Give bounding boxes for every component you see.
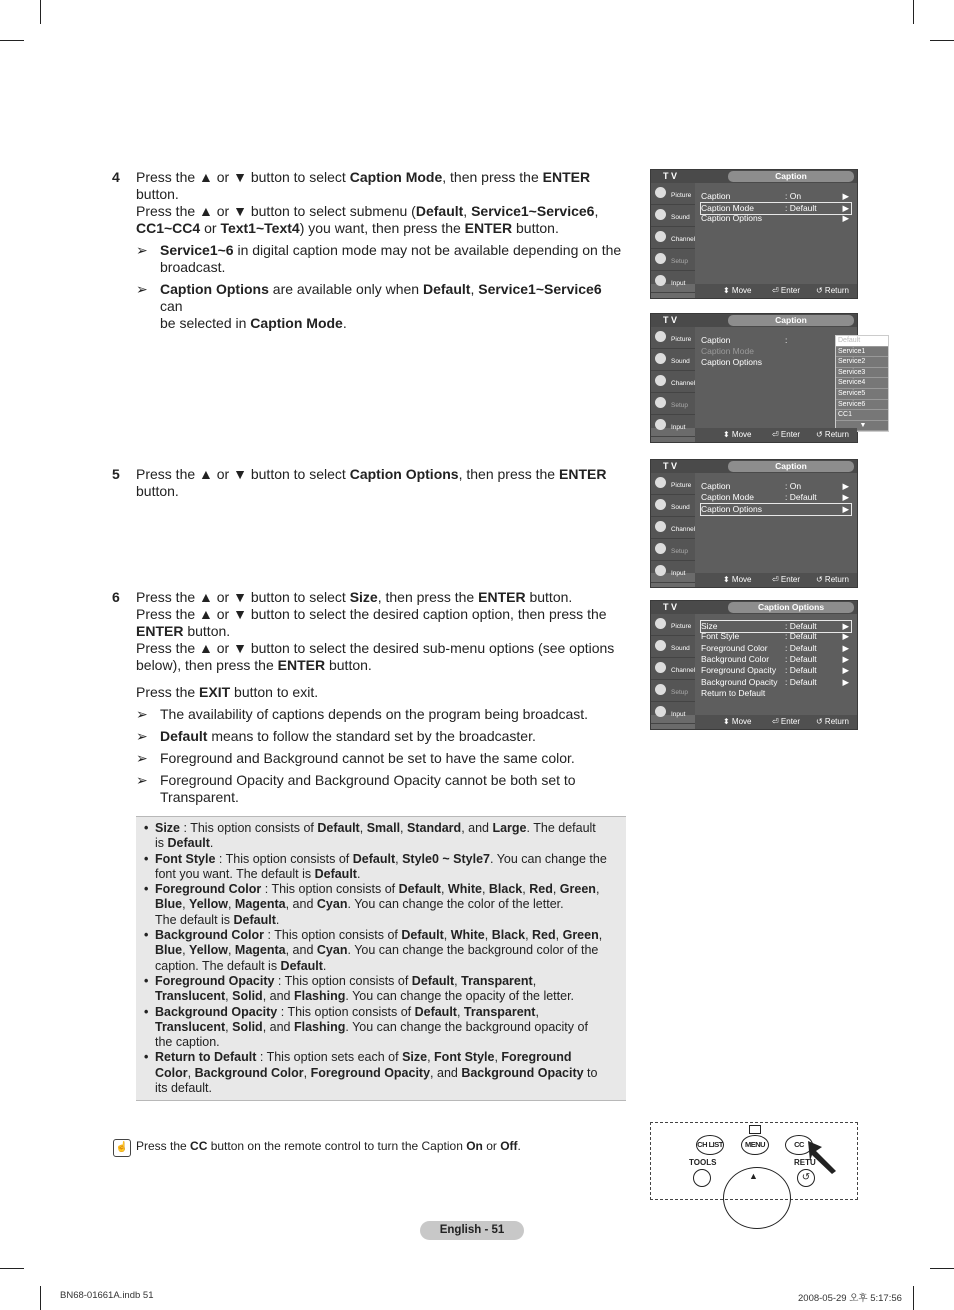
osd-sidebar-item-input[interactable] <box>651 415 695 437</box>
sound-icon <box>655 499 666 510</box>
note: ➢ Foreground Opacity and Background Opacity cannot be both set to Transparent. <box>136 772 576 805</box>
osd-return-hint: ↺ Return <box>816 430 849 439</box>
option-line: Font Style : This option consists of Default, Style0 ~ Style7. You can change the <box>155 851 607 866</box>
osd-row-arrow-icon: ▶ <box>842 653 849 664</box>
option-line: Background Opacity : This option consists of Default, Transparent, <box>155 1004 539 1019</box>
osd-menu-row[interactable] <box>701 492 851 503</box>
option-line: Blue, Yellow, Magenta, and Cyan. You can change the background color of the <box>155 943 599 958</box>
bullet-icon: • <box>144 821 149 835</box>
osd-row-value: : <box>785 335 788 345</box>
osd-tv-label: T V <box>663 461 678 471</box>
channel-icon <box>655 521 666 532</box>
osd-title-bar <box>651 170 857 183</box>
osd-row-value: : Default <box>785 653 817 664</box>
tools-label: TOOLS <box>689 1158 717 1167</box>
option-line: Color, Background Color, Foreground Opacity, and Background Opacity to <box>155 1065 598 1080</box>
osd-menu-title: Caption <box>728 461 854 472</box>
osd-sidebar-item-sound[interactable] <box>651 636 695 658</box>
osd-move-hint: ⬍ Move <box>723 286 752 295</box>
option-line: font you want. The default is Default. <box>155 866 361 881</box>
page-number-badge: English - 51 <box>420 1221 524 1240</box>
hand-note-icon: ☝ <box>113 1139 131 1157</box>
note-arrow-icon: ➢ <box>136 772 148 788</box>
osd-sidebar-label: Setup <box>671 258 688 265</box>
osd-row-label: Size <box>701 621 718 631</box>
osd-menu-area <box>695 614 857 715</box>
option-line: Size : This option consists of Default, Small, Standard, and Large. The default <box>155 821 596 835</box>
input-icon <box>655 706 666 717</box>
osd-menu-row[interactable] <box>701 191 851 202</box>
osd-menu-row[interactable] <box>701 643 851 654</box>
osd-sidebar-item-channel[interactable] <box>651 517 695 539</box>
note-arrow-icon: ➢ <box>136 242 148 258</box>
note: ➢ Caption Options are available only when Default, Service1~Service6 can be selected in Caption Mode. <box>136 281 602 331</box>
osd-menu-title: Caption <box>728 171 854 182</box>
osd-row-value: : Default <box>785 665 817 676</box>
osd-menu-row[interactable] <box>701 335 851 346</box>
osd-sidebar-label: Channel <box>671 667 696 674</box>
bullet-icon: • <box>144 928 149 943</box>
setup-icon <box>655 684 666 695</box>
step-line: Press the ▲ or ▼ button to select the desired caption option, then press the <box>136 606 607 622</box>
osd-enter-hint: ⏎ Enter <box>772 575 801 584</box>
option-line: its default. <box>155 1081 212 1096</box>
osd-sidebar-label: Setup <box>671 689 688 696</box>
option-line: Translucent, Solid, and Flashing. You can change the background opacity of <box>155 1019 588 1034</box>
step-line: Press the ▲ or ▼ button to select Caption Mode, then press the ENTER button. <box>136 169 591 202</box>
osd-sidebar-label: Sound <box>671 645 690 652</box>
osd-row-label: Foreground Color <box>701 642 768 653</box>
step-number: 6 <box>112 589 120 605</box>
picture-icon <box>655 331 666 342</box>
channel-icon <box>655 375 666 386</box>
step-6 <box>112 589 627 806</box>
option-line: caption. The default is Default. <box>155 958 327 973</box>
step-body <box>136 169 627 332</box>
osd-tv-label: T V <box>663 171 678 181</box>
osd-row-arrow-icon: ▶ <box>842 621 849 631</box>
picture-icon <box>655 618 666 629</box>
osd-sidebar-item-sound[interactable] <box>651 205 695 227</box>
osd-footer <box>695 715 857 729</box>
osd-row-label: Caption <box>701 335 731 345</box>
osd-row-value: : Default <box>785 642 817 653</box>
osd-dropdown-option[interactable]: Service2 <box>836 357 888 368</box>
osd-sidebar-item-picture[interactable] <box>651 473 695 495</box>
tools-button[interactable] <box>693 1169 711 1187</box>
osd-sidebar-label: Channel <box>671 526 696 533</box>
step-line: ENTER button. <box>136 623 231 639</box>
osd-enter-hint: ⏎ Enter <box>772 717 801 726</box>
osd-row-label: Background Color <box>701 653 770 664</box>
osd-sidebar-item-sound[interactable] <box>651 495 695 517</box>
osd-dropdown-option[interactable]: ▼ <box>836 421 888 432</box>
option-description <box>136 852 626 883</box>
osd-menu-title: Caption <box>728 315 854 326</box>
step-line: Press the ▲ or ▼ button to select Size, then press the ENTER button. <box>136 589 573 605</box>
osd-tv-label: T V <box>663 602 678 612</box>
osd-menu-row[interactable] <box>701 346 851 357</box>
bullet-icon: • <box>144 1004 149 1019</box>
osd-sidebar-item-setup[interactable] <box>651 393 695 415</box>
step-line: Press the ▲ or ▼ button to select the desired sub-menu options (see options <box>136 640 615 656</box>
osd-row-value: : On <box>785 191 802 201</box>
osd-title-bar <box>651 314 857 327</box>
osd-row-label: Caption Options <box>701 504 762 514</box>
osd-sidebar-item-channel[interactable] <box>651 371 695 393</box>
note: ➢ Service1~6 in digital caption mode may not be available depending on the broadcast. <box>136 242 622 275</box>
osd-sidebar-item-input[interactable] <box>651 561 695 583</box>
setup-icon <box>655 543 666 554</box>
osd-dropdown-option[interactable]: Service5 <box>836 389 888 400</box>
osd-dropdown-option[interactable]: Service6 <box>836 400 888 411</box>
sound-icon <box>655 353 666 364</box>
option-line: The default is Default. <box>155 912 280 927</box>
osd-sidebar-label: Sound <box>671 504 690 511</box>
osd-menu-row[interactable] <box>701 213 851 224</box>
osd-sidebar <box>651 183 696 287</box>
osd-title-bar <box>651 601 857 614</box>
osd-sidebar-item-input[interactable] <box>651 702 695 724</box>
option-line: Foreground Color : This option consists of Default, White, Black, Red, Green, <box>155 882 600 897</box>
osd-row-arrow-icon: ▶ <box>842 492 849 502</box>
osd-enter-hint: ⏎ Enter <box>772 430 801 439</box>
options-description-box <box>136 816 626 1101</box>
osd-sidebar-label: Picture <box>671 623 692 630</box>
option-description <box>136 1050 626 1096</box>
osd-row-label: Foreground Opacity <box>701 665 777 676</box>
osd-sidebar-label: Picture <box>671 336 692 343</box>
pointer-arrow-icon <box>806 1137 840 1175</box>
osd-move-hint: ⬍ Move <box>723 575 752 584</box>
option-line: Translucent, Solid, and Flashing. You can change the opacity of the letter. <box>155 989 575 1004</box>
footer-file-name: BN68-01661A.indb 51 <box>60 1290 154 1301</box>
osd-menu-area <box>695 327 867 429</box>
exit-line: Press the EXIT button to exit. <box>136 684 319 700</box>
osd-footer <box>695 428 857 442</box>
bullet-icon: • <box>144 851 149 866</box>
osd-dropdown-option[interactable]: Service1 <box>836 347 888 358</box>
tip-text: Press the CC button on the remote control to turn the Caption On or Off. <box>136 1139 521 1153</box>
osd-row-label: Caption Options <box>701 357 762 367</box>
osd-menu-row[interactable] <box>701 665 851 676</box>
crop-mark <box>913 0 914 24</box>
osd-row-arrow-icon: ▶ <box>842 191 849 201</box>
osd-move-hint: ⬍ Move <box>723 430 752 439</box>
osd-row-value: : Default <box>785 492 817 502</box>
osd-menu-row[interactable] <box>701 688 851 699</box>
osd-return-hint: ↺ Return <box>816 717 849 726</box>
osd-tv-label: T V <box>663 315 678 325</box>
osd-screen-caption-mode-dropdown <box>650 313 867 443</box>
setup-icon <box>655 253 666 264</box>
return-label: RETU <box>794 1158 816 1167</box>
osd-row-arrow-icon: ▶ <box>842 642 849 653</box>
option-description <box>136 928 626 974</box>
osd-dropdown-option[interactable]: CC1 <box>836 410 888 421</box>
osd-sidebar-label: Channel <box>671 380 696 387</box>
osd-row-label: Caption <box>701 481 731 491</box>
osd-menu-row[interactable] <box>701 654 851 665</box>
option-line: Background Color : This option consists of Default, White, Black, Red, Green, <box>155 928 603 943</box>
osd-row-arrow-icon: ▶ <box>842 676 849 687</box>
crop-mark <box>40 1286 41 1310</box>
option-line: Return to Default : This option sets each of Size, Font Style, Foreground <box>155 1050 572 1065</box>
note: ➢ The availability of captions depends on the program being broadcast. <box>136 706 589 722</box>
osd-row-label: Caption Mode <box>701 492 754 502</box>
remote-control-illustration <box>650 1122 858 1200</box>
osd-sidebar-label: Setup <box>671 548 688 555</box>
osd-sidebar-item-setup[interactable] <box>651 539 695 561</box>
crop-mark <box>913 1286 914 1310</box>
step-line: Press the ▲ or ▼ button to select Caption Options, then press the ENTER <box>136 466 607 482</box>
option-description <box>136 882 626 928</box>
osd-return-hint: ↺ Return <box>816 575 849 584</box>
osd-sidebar <box>651 473 696 577</box>
step-4 <box>112 169 627 332</box>
osd-sidebar-label: Input <box>671 280 686 287</box>
osd-sidebar-label: Input <box>671 711 686 718</box>
osd-row-label: Caption Mode <box>701 346 754 356</box>
step-line: button. <box>136 483 179 499</box>
osd-sidebar-label: Input <box>671 570 686 577</box>
osd-enter-hint: ⏎ Enter <box>772 286 801 295</box>
option-description <box>136 974 626 1005</box>
osd-row-label: Caption Options <box>701 213 762 223</box>
osd-sidebar-label: Picture <box>671 482 692 489</box>
osd-sidebar-label: Sound <box>671 214 690 221</box>
osd-sidebar-item-picture[interactable] <box>651 183 695 205</box>
osd-menu-row[interactable] <box>700 503 852 516</box>
osd-menu-row[interactable] <box>701 481 851 492</box>
osd-menu-row[interactable] <box>701 357 851 368</box>
picture-icon <box>655 187 666 198</box>
crop-mark <box>0 1268 24 1269</box>
osd-sidebar <box>651 614 696 718</box>
osd-screen-caption-mode <box>650 169 858 299</box>
osd-row-arrow-icon: ▶ <box>842 203 849 213</box>
chlist-button[interactable]: CH LIST <box>696 1135 724 1155</box>
osd-row-value: : Default <box>785 621 817 631</box>
input-icon <box>655 565 666 576</box>
osd-title-bar <box>651 460 857 473</box>
osd-row-value: : Default <box>785 676 817 687</box>
osd-row-label: Caption Mode <box>701 203 754 213</box>
step-number: 4 <box>112 169 120 185</box>
option-description <box>136 1005 626 1051</box>
crop-mark <box>40 0 41 24</box>
osd-menu-area <box>695 473 857 573</box>
menu-button[interactable]: MENU <box>741 1135 769 1155</box>
osd-return-hint: ↺ Return <box>816 286 849 295</box>
sound-icon <box>655 209 666 220</box>
osd-menu-row[interactable] <box>701 677 851 688</box>
channel-icon <box>655 662 666 673</box>
osd-row-arrow-icon: ▶ <box>842 504 849 514</box>
picture-icon <box>655 477 666 488</box>
osd-row-arrow-icon: ▶ <box>842 631 849 642</box>
osd-menu-title: Caption Options <box>728 602 854 613</box>
osd-sidebar-item-channel[interactable] <box>651 227 695 249</box>
input-icon <box>655 275 666 286</box>
step-line: Press the ▲ or ▼ button to select submenu (Default, Service1~Service6, <box>136 203 599 219</box>
osd-sidebar-item-input[interactable] <box>651 271 695 293</box>
osd-dropdown[interactable] <box>835 335 889 432</box>
osd-sidebar-item-setup[interactable] <box>651 680 695 702</box>
osd-footer <box>695 284 857 298</box>
osd-dropdown-option[interactable]: Service4 <box>836 378 888 389</box>
osd-sidebar <box>651 327 696 431</box>
note-arrow-icon: ➢ <box>136 281 148 297</box>
input-icon <box>655 419 666 430</box>
osd-menu-row[interactable] <box>701 631 851 642</box>
option-line: is Default. <box>155 836 214 851</box>
note: ➢ Foreground and Background cannot be set to have the same color. <box>136 750 575 766</box>
step-body <box>136 466 627 500</box>
osd-sidebar-label: Sound <box>671 358 690 365</box>
return-button[interactable]: ↺ <box>797 1169 815 1187</box>
osd-row-label: Caption <box>701 191 731 201</box>
osd-row-label: Background Opacity <box>701 676 778 687</box>
bullet-icon: • <box>144 882 149 897</box>
setup-icon <box>655 397 666 408</box>
osd-row-label: Font Style <box>701 631 740 642</box>
crop-mark <box>930 1268 954 1269</box>
step-body <box>136 589 627 806</box>
osd-row-label: Return to Default <box>701 687 766 698</box>
osd-sidebar-label: Channel <box>671 236 696 243</box>
osd-move-hint: ⬍ Move <box>723 717 752 726</box>
osd-sidebar-label: Input <box>671 424 686 431</box>
osd-screen-caption-options <box>650 459 858 588</box>
step-5 <box>112 466 627 500</box>
footer-timestamp: 2008-05-29 오후 5:17:56 <box>798 1293 902 1304</box>
osd-row-arrow-icon: ▶ <box>842 665 849 676</box>
note-arrow-icon: ➢ <box>136 706 148 722</box>
osd-row-arrow-icon: ▶ <box>842 481 849 491</box>
osd-sidebar-item-setup[interactable] <box>651 249 695 271</box>
option-description <box>136 821 626 852</box>
osd-row-value: : Default <box>785 631 817 642</box>
note: ➢ Default means to follow the standard set by the broadcaster. <box>136 728 536 744</box>
remote-indicator-icon <box>749 1125 761 1134</box>
channel-icon <box>655 231 666 242</box>
crop-mark <box>0 40 24 41</box>
osd-dropdown-option[interactable]: Service3 <box>836 368 888 379</box>
osd-screen-caption-options-menu <box>650 600 858 730</box>
options-list <box>136 821 626 1096</box>
note-arrow-icon: ➢ <box>136 750 148 766</box>
osd-sidebar-label: Setup <box>671 402 688 409</box>
bullet-icon: • <box>144 973 149 988</box>
option-line: the caption. <box>155 1035 220 1050</box>
sound-icon <box>655 640 666 651</box>
bullet-icon: • <box>144 1050 149 1065</box>
step-line: below), then press the ENTER button. <box>136 657 372 673</box>
crop-mark <box>930 40 954 41</box>
osd-sidebar-item-picture[interactable] <box>651 614 695 636</box>
up-arrow-icon: ▲ <box>749 1171 758 1181</box>
osd-row-arrow-icon: ▶ <box>842 213 849 223</box>
osd-footer <box>695 573 857 587</box>
osd-row-value: : Default <box>785 203 817 213</box>
note-arrow-icon: ➢ <box>136 728 148 744</box>
step-number: 5 <box>112 466 120 482</box>
step-line: CC1~CC4 or Text1~Text4) you want, then press the ENTER button. <box>136 220 559 236</box>
osd-row-value: : On <box>785 481 802 491</box>
osd-dropdown-option[interactable]: Default <box>836 336 888 347</box>
osd-sidebar-item-channel[interactable] <box>651 658 695 680</box>
osd-sidebar-label: Picture <box>671 192 692 199</box>
osd-sidebar-item-picture[interactable] <box>651 327 695 349</box>
option-line: Foreground Opacity : This option consists of Default, Transparent, <box>155 973 537 988</box>
osd-sidebar-item-sound[interactable] <box>651 349 695 371</box>
option-line: Blue, Yellow, Magenta, and Cyan. You can change the color of the letter. <box>155 897 564 912</box>
osd-menu-area <box>695 183 857 284</box>
cc-button[interactable]: CC <box>785 1135 813 1155</box>
